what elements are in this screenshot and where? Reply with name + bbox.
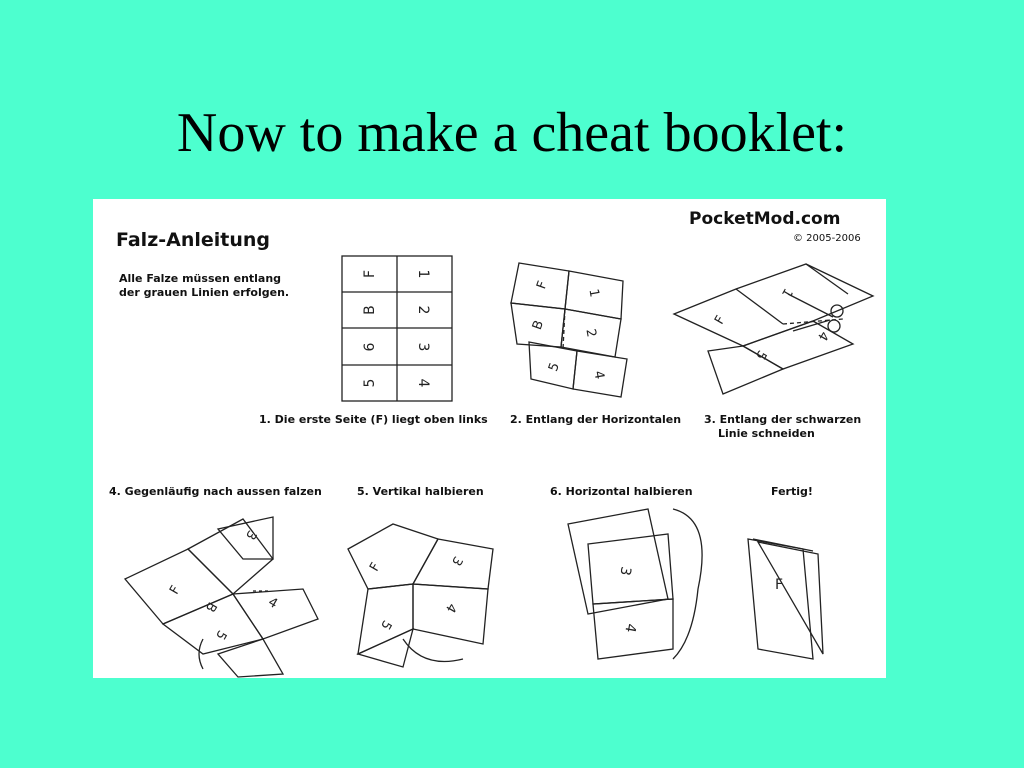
svg-text:3: 3: [242, 527, 260, 543]
svg-text:4: 4: [814, 328, 832, 344]
grid-label-f: F: [362, 269, 378, 279]
svg-text:4: 4: [590, 369, 607, 381]
grid-label-1: 1: [415, 269, 431, 279]
svg-text:5: 5: [212, 627, 230, 643]
svg-text:3: 3: [448, 553, 466, 569]
grid-label-3: 3: [415, 342, 431, 352]
svg-text:1: 1: [585, 287, 602, 299]
svg-text:F: F: [712, 313, 729, 328]
grid-label-4: 4: [415, 378, 431, 388]
grid-label-b: B: [362, 305, 378, 315]
grid-label-5: 5: [362, 378, 378, 388]
svg-text:4: 4: [621, 622, 639, 634]
step1-caption: 1. Die erste Seite (F) liegt oben links: [259, 413, 488, 426]
svg-text:F: F: [774, 577, 784, 593]
done-caption: Fertig!: [771, 485, 813, 498]
step6-caption: 6. Horizontal halbieren: [550, 485, 693, 498]
step2-caption: 2. Entlang der Horizontalen: [510, 413, 682, 426]
figure-title: Falz-Anleitung: [116, 229, 271, 251]
grid-label-6: 6: [362, 342, 378, 352]
brand-name: PocketMod.com: [689, 209, 841, 229]
step2-diagram: [511, 263, 627, 397]
fold-note: [119, 272, 319, 300]
step3-caption-line1: 3. Entlang der schwarzen: [704, 413, 862, 426]
step4-diagram: [125, 517, 318, 677]
step3-caption: [704, 413, 861, 441]
svg-text:B: B: [529, 318, 548, 332]
grid-label-2: 2: [415, 305, 431, 315]
svg-text:3: 3: [616, 565, 634, 577]
svg-text:B: B: [201, 599, 220, 615]
svg-text:F: F: [367, 560, 384, 575]
step6-diagram: [568, 509, 702, 659]
folding-instructions-figure: [93, 199, 886, 678]
step5-diagram: [348, 524, 493, 667]
svg-text:5: 5: [752, 347, 770, 363]
svg-text:5: 5: [377, 617, 395, 633]
slide-title: Now to make a cheat booklet:: [176, 102, 848, 164]
svg-text:2: 2: [582, 327, 599, 339]
step3-diagram: [674, 264, 873, 394]
step4-caption: 4. Gegenläufig nach aussen falzen: [109, 485, 322, 498]
copyright: © 2005-2006: [793, 233, 861, 244]
step3-caption-line2: Linie schneiden: [718, 427, 815, 440]
fold-note-line1: Alle Falze müssen entlang: [119, 272, 282, 285]
svg-text:F: F: [167, 583, 184, 598]
finished-booklet: [748, 539, 823, 659]
svg-text:4: 4: [442, 600, 460, 616]
svg-text:5: 5: [546, 360, 563, 374]
svg-text:4: 4: [265, 594, 281, 612]
svg-text:1: 1: [778, 285, 796, 301]
step1-grid-diagram: [342, 256, 452, 401]
svg-text:F: F: [534, 279, 551, 292]
step5-caption: 5. Vertikal halbieren: [357, 485, 484, 498]
fold-note-line2: der grauen Linien erfolgen.: [119, 286, 290, 299]
